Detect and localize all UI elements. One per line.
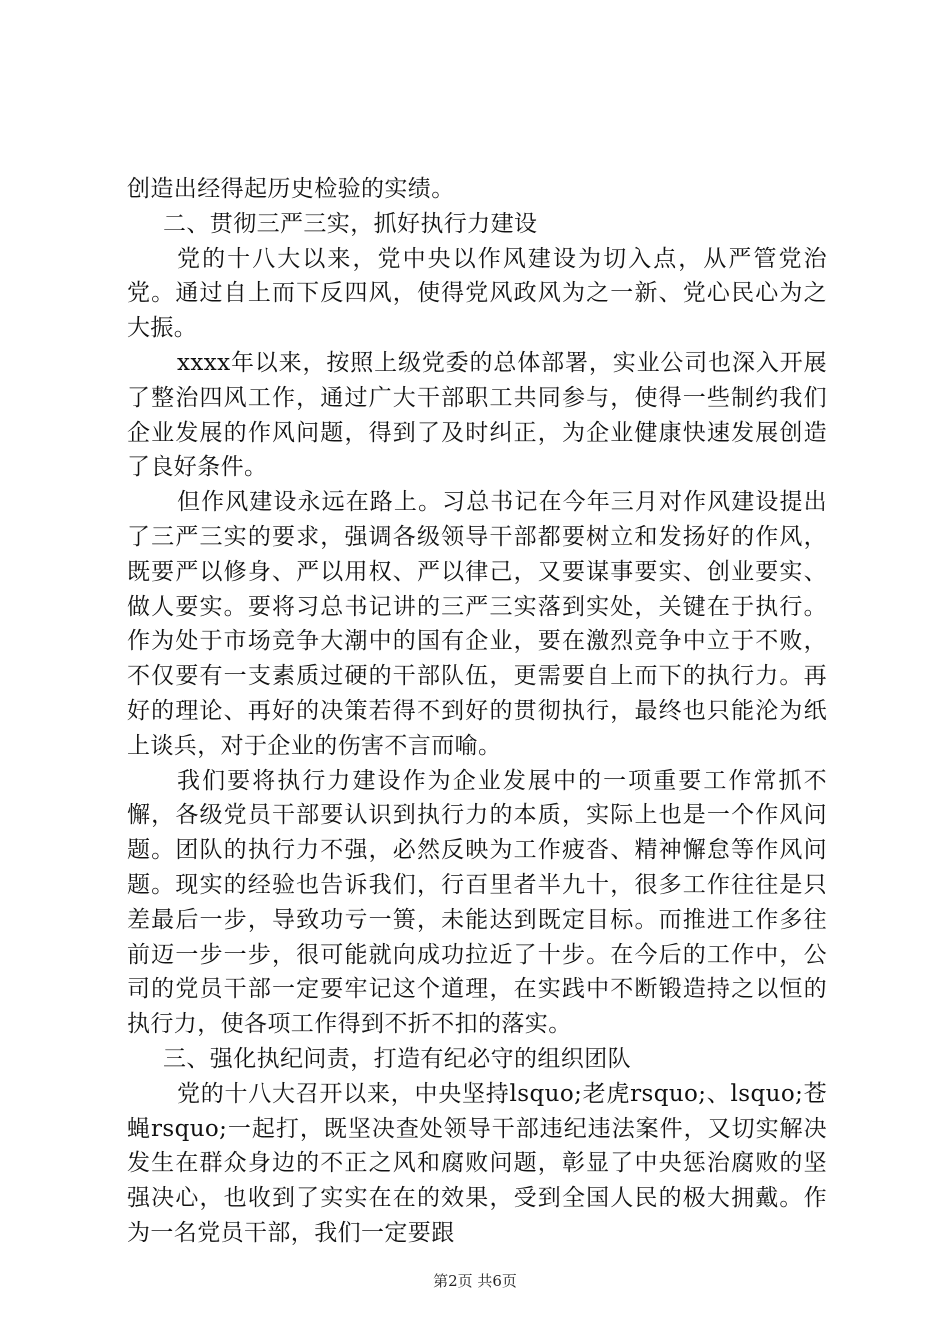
document-body (127, 172, 827, 1251)
section-heading-3: 三、强化执纪问责，打造有纪必守的组织团队 (163, 1045, 631, 1072)
paragraph: xxxx年以来，按照上级党委的总体部署，实业公司也深入开展了整治四风工作，通过广大干部职工共同参与，使得一些制约我们企业发展的作风问题，得到了及时纠正，为企业健康快速发展创造了良好条件。 (127, 349, 827, 481)
paragraph: 但作风建设永远在路上。习总书记在今年三月对作风建设提出了三严三实的要求，强调各级领导干部都要树立和发扬好的作风，既要严以修身、严以用权、严以律己，又要谋事要实、创业要实、做人要实。要将习总书记讲的三严三实落到实处，关键在于执行。作为处于市场竞争大潮中的国有企业，要在激烈竞争中立于不败，不仅要有一支素质过硬的干部队伍，更需要自上而下的执行力。再好的理论、再好的决策若得不到好的贯彻执行，最终也只能沦为纸上谈兵，对于企业的伤害不言而喻。 (127, 489, 827, 759)
paragraph: 我们要将执行力建设作为企业发展中的一项重要工作常抓不懈，各级党员干部要认识到执行力的本质，实际上也是一个作风问题。团队的执行力不强，必然反映为工作疲沓、精神懈怠等作风问题。现实的经验也告诉我们，行百里者半九十，很多工作往往是只差最后一步，导致功亏一篑，未能达到既定目标。而推进工作多往前迈一步一步，很可能就向成功拉近了十步。在今后的工作中，公司的党员干部一定要牢记这个道理，在实践中不断锻造持之以恒的执行力，使各项工作得到不折不扣的落实。 (127, 767, 827, 1038)
paragraph: 党的十八大召开以来，中央坚持lsquo;老虎rsquo;、lsquo;苍蝇rsquo;一起打，既坚决查处领导干部违纪违法案件，又切实解决发生在群众身边的不正之风和腐败问题，彰显了中央惩治腐败的坚强决心，也收到了实实在在的效果，受到全国人民的极大拥戴。作为一名党员干部，我们一定要跟 (127, 1080, 827, 1246)
page-number-footer: 第2页 共6页 (433, 1272, 517, 1290)
section-heading-2: 二、贯彻三严三实，抓好执行力建设 (163, 210, 538, 237)
paragraph-continuation: 创造出经得起历史检验的实绩。 (127, 176, 455, 202)
paragraph: 党的十八大以来，党中央以作风建设为切入点，从严管党治党。通过自上而下反四风，使得党风政风为之一新、党心民心为之大振。 (127, 245, 827, 342)
